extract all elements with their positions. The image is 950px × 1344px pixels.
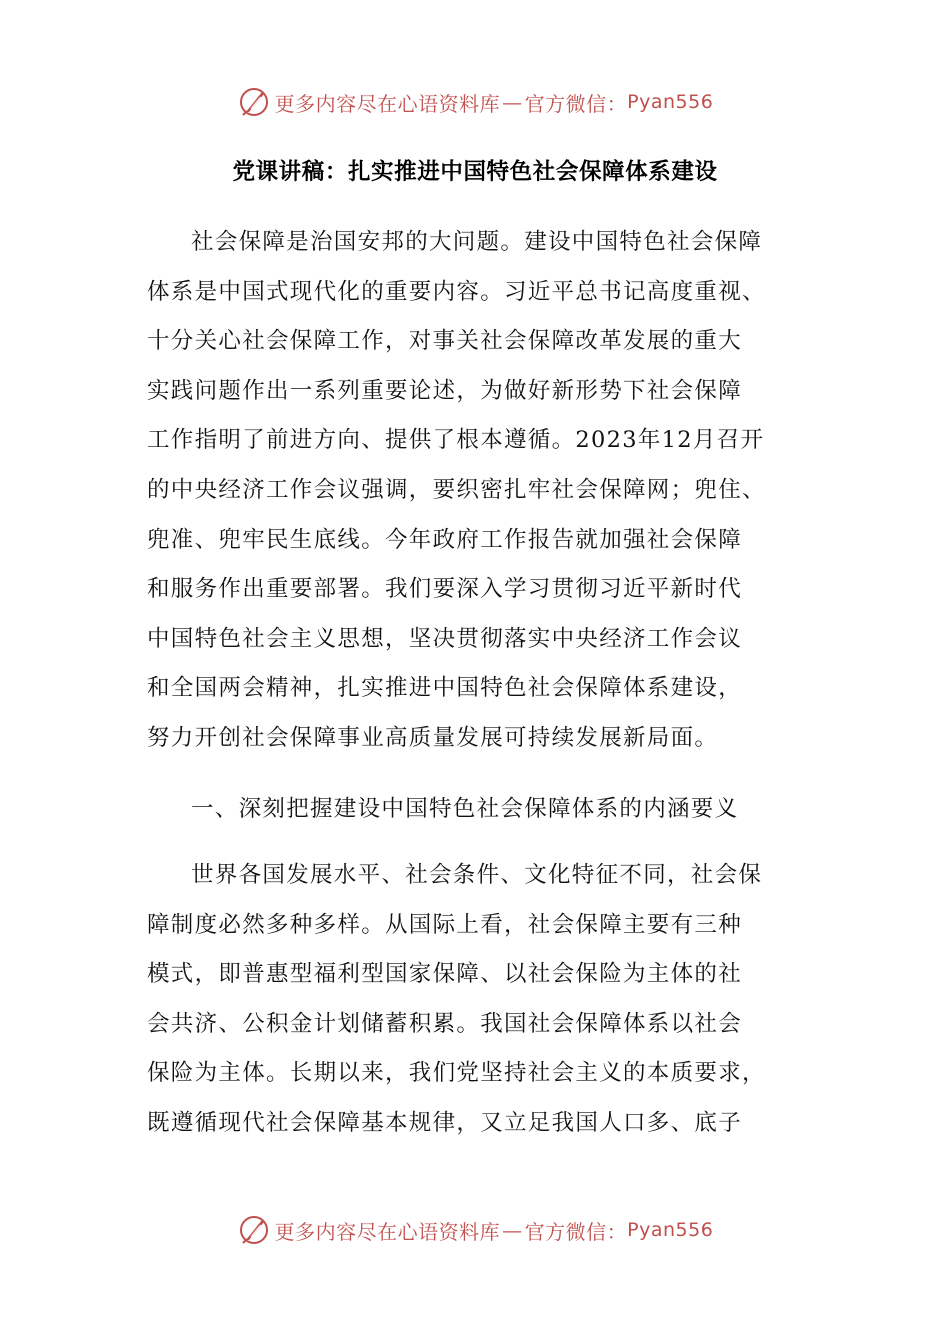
paragraph-line: 模式，即普惠型福利型国家保障、以社会保险为主体的社	[147, 961, 743, 988]
paragraph-line: 中国特色社会主义思想，坚决贯彻落实中央经济工作会议	[147, 625, 743, 652]
paragraph-line: 社会保障是治国安邦的大问题。建设中国特色社会保障	[191, 229, 763, 255]
watermark-separator: —	[502, 1218, 523, 1242]
paragraph-line: 实践问题作出一系列重要论述，为做好新形势下社会保障	[147, 377, 743, 404]
header-watermark	[0, 82, 950, 122]
watermark-brand: 更多内容尽在心语资料库	[274, 91, 501, 116]
paragraph-line: 的中央经济工作会议强调，要织密扎牢社会保障网；兜住、	[147, 476, 766, 503]
paragraph-line: 工作指明了前进方向、提供了根本遵循。2023年12月召开	[147, 427, 765, 454]
paragraph-1	[147, 218, 807, 764]
section-heading-text: 一、深刻把握建设中国特色社会保障体系的内涵要义	[191, 796, 739, 822]
paragraph-line: 体系是中国式现代化的重要内容。习近平总书记高度重视、	[147, 278, 766, 305]
paragraph-2	[147, 851, 807, 1149]
paragraph-line: 会共济、公积金计划储蓄积累。我国社会保障体系以社会	[147, 1010, 743, 1037]
section-heading-1	[147, 785, 807, 835]
watermark-brand: 更多内容尽在心语资料库	[274, 1219, 501, 1244]
paragraph-line: 十分关心社会保障工作，对事关社会保障改革发展的重大	[147, 328, 743, 355]
watermark-handle: Pyan556	[627, 91, 714, 113]
paragraph-line: 努力开创社会保障事业高质量发展可持续发展新局面。	[147, 724, 719, 751]
watermark-separator: —	[502, 90, 523, 114]
quill-pen-circle-icon	[237, 85, 271, 119]
footer-watermark	[0, 1210, 950, 1250]
paragraph-line: 和全国两会精神，扎实推进中国特色社会保障体系建设，	[147, 675, 743, 702]
watermark-handle: Pyan556	[627, 1219, 714, 1241]
paragraph-line: 世界各国发展水平、社会条件、文化特征不同，社会保	[191, 862, 763, 888]
paragraph-line: 保险为主体。长期以来，我们党坚持社会主义的本质要求，	[147, 1060, 766, 1087]
document-title: 党课讲稿：扎实推进中国特色社会保障体系建设	[232, 159, 718, 185]
quill-pen-circle-icon	[237, 1213, 271, 1247]
watermark-official: 官方微信：	[524, 91, 628, 116]
paragraph-line: 兜准、兜牢民生底线。今年政府工作报告就加强社会保障	[147, 526, 743, 553]
paragraph-line: 既遵循现代社会保障基本规律，又立足我国人口多、底子	[147, 1109, 743, 1136]
paragraph-line: 障制度必然多种多样。从国际上看，社会保障主要有三种	[147, 911, 743, 938]
paragraph-line: 和服务作出重要部署。我们要深入学习贯彻习近平新时代	[147, 576, 743, 603]
watermark-official: 官方微信：	[524, 1219, 628, 1244]
